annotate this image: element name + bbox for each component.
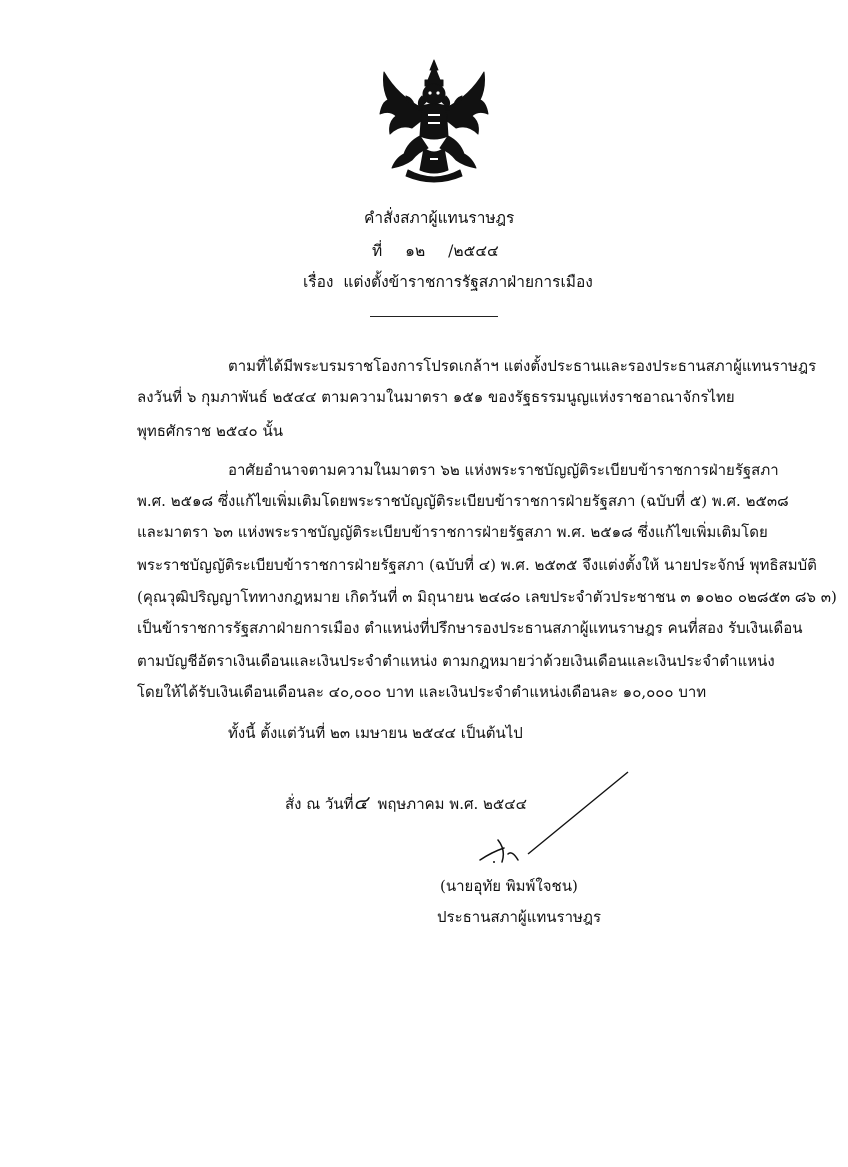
header-divider (370, 316, 498, 317)
effective-date: ทั้งนี้ ตั้งแต่วันที่ ๒๓ เมษายน ๒๕๔๔ เป็นต้นไป (228, 724, 523, 742)
handwritten-signature (472, 770, 632, 870)
order-organization: คำสั่งสภาผู้แทนราษฎร (364, 209, 515, 227)
para1-line1: ตามที่ได้มีพระบรมราชโองการโปรดเกล้าฯ แต่งตั้งประธานและรองประธานสภาผู้แทนราษฎร (228, 357, 817, 375)
ordered-rest: พฤษภาคม พ.ศ. ๒๕๔๔ (377, 795, 527, 813)
para2-line7: ตามบัญชีอัตราเงินเดือนและเงินประจำตำแหน่ง ตามกฎหมายว่าด้วยเงินเดือนและเงินประจำตำแหน่ง (137, 652, 775, 670)
para1-line2: ลงวันที่ ๖ กุมภาพันธ์ ๒๕๔๔ ตามความในมาตรา ๑๕๑ ของรัฐธรรมนูญแห่งราชอาณาจักรไทย (137, 388, 735, 406)
order-number-value: ๑๒ (405, 242, 426, 260)
signer-title: ประธานสภาผู้แทนราษฎร (437, 908, 602, 926)
order-number-year: /๒๕๔๔ (448, 242, 499, 260)
para2-line3: และมาตรา ๖๓ แห่งพระราชบัญญัติระเบียบข้าราชการฝ่ายรัฐสภา พ.ศ. ๒๕๑๘ ซึ่งแก้ไขเพิ่มเติมโดย (137, 523, 768, 541)
subject-text: แต่งตั้งข้าราชการรัฐสภาฝ่ายการเมือง (343, 273, 593, 291)
para2-line6: เป็นข้าราชการรัฐสภาฝ่ายการเมือง ตำแหน่งที่ปรึกษารองประธานสภาผู้แทนราษฎร คนที่สอง รับเงินเดือน (137, 619, 803, 637)
para2-line8: โดยให้ได้รับเงินเดือนเดือนละ ๔๐,๐๐๐ บาท และเงินประจำตำแหน่งเดือนละ ๑๐,๐๐๐ บาท (137, 683, 707, 701)
ordered-prefix: สั่ง ณ วันที่ (285, 795, 354, 813)
para2-line2: พ.ศ. ๒๕๑๘ ซึ่งแก้ไขเพิ่มเติมโดยพระราชบัญญัติระเบียบข้าราชการฝ่ายรัฐสภา (ฉบับที่ ๕) พ.ศ. ๒๕๓๘ (137, 492, 789, 510)
ordered-day-handwritten: ๔ (353, 792, 368, 814)
signer-name: (นายอุทัย พิมพ์ใจชน) (440, 877, 578, 895)
order-number-prefix: ที่ (372, 242, 383, 260)
para1-line3: พุทธศักราช ๒๕๔๐ นั้น (137, 422, 283, 440)
para2-line5: (คุณวุฒิปริญญาโททางกฎหมาย เกิดวันที่ ๓ มิถุนายน ๒๔๘๐ เลขประจำตัวประชาชน ๓ ๑๐๒๐ ๐๒๘๕๓ ๘๖ ๓) (137, 588, 837, 606)
para2-line1: อาศัยอำนาจตามความในมาตรา ๖๒ แห่งพระราชบัญญัติระเบียบข้าราชการฝ่ายรัฐสภา (228, 461, 779, 479)
order-subject (303, 272, 593, 292)
garuda-emblem-icon (378, 58, 490, 188)
para2-line4: พระราชบัญญัติระเบียบข้าราชการฝ่ายรัฐสภา (ฉบับที่ ๔) พ.ศ. ๒๕๓๕ จึงแต่งตั้งให้ นายประจักษ์ พุทธิสมบัติ (137, 556, 817, 574)
order-number (372, 241, 499, 261)
subject-label: เรื่อง (303, 273, 334, 291)
